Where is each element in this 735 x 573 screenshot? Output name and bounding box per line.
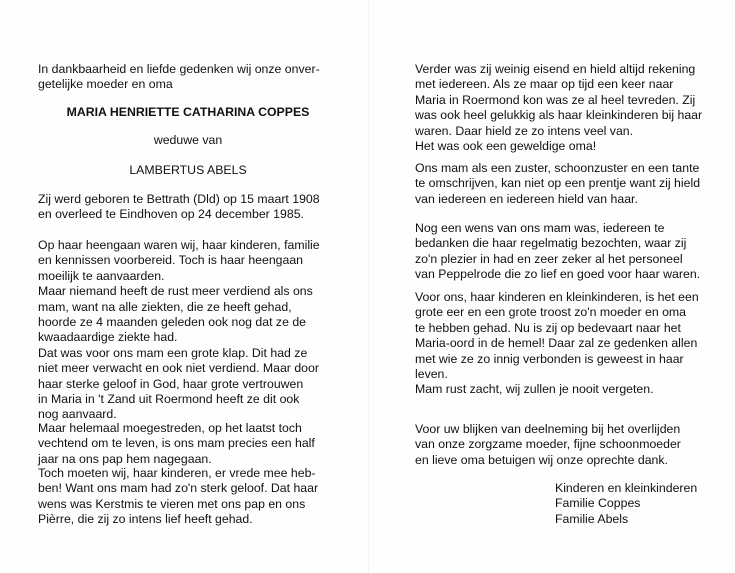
text-line: Maar niemand heeft de rust meer verdiend als ons [38, 284, 313, 299]
paragraph [415, 290, 705, 398]
paragraph [38, 466, 338, 528]
text-line: Toch moeten wij, haar kinderen, er vrede mee heb- [38, 466, 316, 480]
text-line: Mam rust zacht, wij zullen je nooit vergeten. [415, 382, 654, 397]
text-line: zo'n plezier in had en zeer zeker al het personeel [415, 251, 683, 266]
widow-of-label: weduwe van [153, 133, 223, 147]
text-line: mam, want na alle ziekten, die ze heeft gehad, [38, 299, 292, 314]
text-line: ben! Want ons mam had zo'n sterk geloof. Dat haar [38, 481, 319, 496]
text-line: Maar helemaal moegestreden, op het laatst toch [38, 421, 302, 435]
text-line: wens was Kerstmis te vieren met ons pap en ons [38, 496, 306, 511]
signatures [415, 481, 705, 527]
signature-line: Kinderen en kleinkinderen [555, 481, 698, 495]
signature-line: Familie Coppes [555, 496, 641, 511]
intro-text [38, 62, 338, 93]
text-line: waren. Daar hield ze zo intens veel van. [415, 123, 634, 138]
text-line: Het was ook een geweldige oma! [415, 138, 597, 153]
text-line: Dat was voor ons mam een grote klap. Dit had ze [38, 345, 308, 360]
text-line: Verder was zij weinig eisend en hield altijd rekening [415, 62, 696, 76]
paragraph [415, 161, 705, 207]
text-line: Maria-oord in de hemel! Daar zal ze gedenken allen [415, 336, 698, 351]
text-line: en kennissen voorbereid. Toch is haar heengaan [38, 253, 304, 268]
card-fold-line [368, 0, 369, 573]
text-line: kwaadaardige ziekte had. [38, 330, 178, 345]
text-line: Pièrre, die zij zo intens lief heeft gehad. [38, 512, 253, 527]
text-line: bedanken die haar regelmatig bezochten, waar zij [415, 236, 687, 251]
text-line: Ons mam als een zuster, schoonzuster en een tante [415, 161, 700, 175]
text-line: moeilijk te aanvaarden. [38, 268, 165, 283]
thanks-text [415, 422, 705, 468]
text-line: vechtend om te leven, is ons mam precies een half [38, 436, 315, 451]
text-line: haar sterke geloof in God, haar grote vertrouwen [38, 376, 304, 391]
text-line: was ook heel gelukkig als haar kleinkinderen bij haar [415, 108, 703, 123]
text-line: Voor ons, haar kinderen en kleinkinderen, is het een [415, 290, 699, 304]
text-line: van Peppelrode die zo lief en goed voor haar waren. [415, 267, 701, 282]
husband-name: LAMBERTUS ABELS [129, 163, 247, 177]
text-line: grote eer en een grote troost zo'n moeder en oma [415, 305, 686, 320]
text-line: Maria in Roermond kon was ze al heel tevreden. Zij [415, 92, 696, 107]
text-line: Nog een wens van ons mam was, iedereen te [415, 221, 665, 235]
paragraph [415, 221, 705, 283]
text-line: van onze zorgzame moeder, fijne schoonmoeder [415, 437, 681, 452]
deceased-name: MARIA HENRIETTE CATHARINA COPPES [66, 105, 310, 119]
paragraph [415, 62, 705, 154]
text-line: te hebben gehad. Nu is zij op bedevaart naar het [415, 320, 681, 335]
text-line: met wie ze zo innig verbonden is geweest in haar [415, 351, 684, 366]
text-line: leven. [415, 366, 448, 381]
text-line: jaar na ons pap hem nagegaan. [38, 451, 212, 466]
text-line: niet meer verwacht en ook niet verdiend. Maar door [38, 361, 319, 376]
text-line: In dankbaarheid en liefde gedenken wij onze onver- [38, 62, 320, 76]
text-line: Zij werd geboren te Bettrath (Dld) op 15 maart 1908 [38, 192, 320, 206]
text-line: Op haar heengaan waren wij, haar kinderen, familie [38, 238, 320, 252]
text-line: Voor uw blijken van deelneming bij het overlijden [415, 422, 681, 436]
text-line: en overleed te Eindhoven op 24 december 1985. [38, 207, 304, 222]
paragraph [38, 421, 338, 467]
text-line: getelijke moeder en oma [38, 77, 173, 92]
text-line: hoorde ze 4 maanden geleden ook nog dat ze de [38, 314, 307, 329]
signature-line: Familie Abels [555, 511, 629, 526]
text-line: nog aanvaard. [38, 407, 117, 422]
birth-death-text [38, 192, 338, 223]
text-line: van iedereen en iedereen hield van haar. [415, 191, 638, 206]
text-line: met iedereen. Als ze maar op tijd een keer naar [415, 77, 674, 92]
text-line: en lieve oma betuigen wij onze oprechte dank. [415, 452, 668, 467]
paragraph [38, 238, 338, 423]
text-line: te omschrijven, kan niet op een prentje want zij hield [415, 176, 701, 191]
text-line: in Maria in 't Zand uit Roermond heeft ze dit ook [38, 391, 300, 406]
